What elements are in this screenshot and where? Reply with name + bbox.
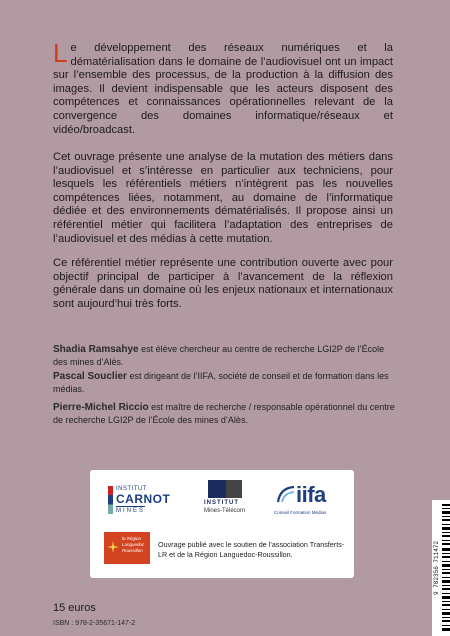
support-notice: Ouvrage publié avec le soutien de l’association Transferts-LR et de la Région Languedoc-Roussillon. (158, 540, 345, 559)
author-bio-3 (53, 401, 398, 426)
carnot-logo-sub: MINES (116, 508, 146, 514)
carnot-bars-icon (108, 486, 113, 514)
intro-paragraph-3: Ce référentiel métier représente une contribution ouverte avec pour objectif principal de participer à l’avancement de la réflexion générale dans un domaine où les enjeux nationaux et internationaux sont aujourd’hui très forts. (53, 257, 393, 310)
iifa-mark-icon (274, 484, 296, 506)
author-bio-2 (53, 370, 398, 395)
author-bio-text: est maître de recherche / responsable opérationnel du centre de recherche LGI2P de l’École des mines d’Alès. (53, 402, 395, 425)
author-bio-1 (53, 343, 398, 368)
occitan-cross-icon (107, 541, 119, 553)
sponsor-logos-panel (90, 470, 354, 578)
institut-carnot-logo (108, 484, 174, 518)
region-languedoc-logo (104, 532, 150, 564)
isbn: ISBN : 978-2-35671-147-2 (53, 620, 136, 627)
carnot-logo-main: CARNOT (116, 492, 171, 506)
iifa-logo-sub: Conseil Formation Médias (274, 510, 327, 515)
author-bio-text: est élève chercheur au centre de recherche LGI2P de l’École des mines d’Alès. (53, 344, 385, 367)
iifa-logo (274, 480, 344, 520)
carnot-logo-top: INSTITUT (116, 486, 147, 492)
telecom-logo-sub: Mines-Télécom (204, 508, 246, 514)
telecom-logo-top: INSTITUT (204, 500, 239, 506)
intro-paragraph-2: Cet ouvrage présente une analyse de la mutation des métiers dans l’audiovisuel et s’intéresse en particulier aux techniciens, pour lesquels les référentiels métiers n’intègrent pas les nouvelles compétences liées, notamment, au domaine de l’informatique dédiée et des environnements dématérialisés. Il propose ainsi un référentiel métier qui facilitera l’adaptation des entreprises de l’audiovisuel et des médias à cette mutation. (53, 151, 393, 245)
intro-paragraph-1-text: e développement des réseaux numériques et la dématérialisation dans le domaine de l’audiovisuel ont un impact sur l’ensemble des processus, de la production à la diffusion des images. Il devient indispensable que les acteurs disposent des compétences et connaissances opérationnelles relevant de la convergence des domaines informatique/réseaux et vidéo/broadcast. (53, 42, 393, 136)
intro-paragraph-1 (53, 38, 393, 137)
author-name: Pierre-Michel Riccio (53, 402, 149, 413)
barcode-number: 9 782356 711472 (433, 541, 440, 596)
institut-mines-telecom-logo (202, 480, 246, 522)
telecom-block-icon-dark (226, 480, 242, 498)
drop-cap: L (53, 38, 68, 68)
author-name: Shadia Ramsahye (53, 344, 139, 355)
author-name: Pascal Souclier (53, 371, 127, 382)
author-bio-text: est dirigeant de l’IIFA, société de conseil et de formation dans les médias. (53, 371, 389, 394)
iifa-logo-main: iifa (296, 482, 326, 507)
region-logo-text: la Région Languedoc Roussillon (122, 536, 145, 553)
barcode-icon (442, 504, 450, 632)
price: 15 euros (53, 602, 96, 614)
